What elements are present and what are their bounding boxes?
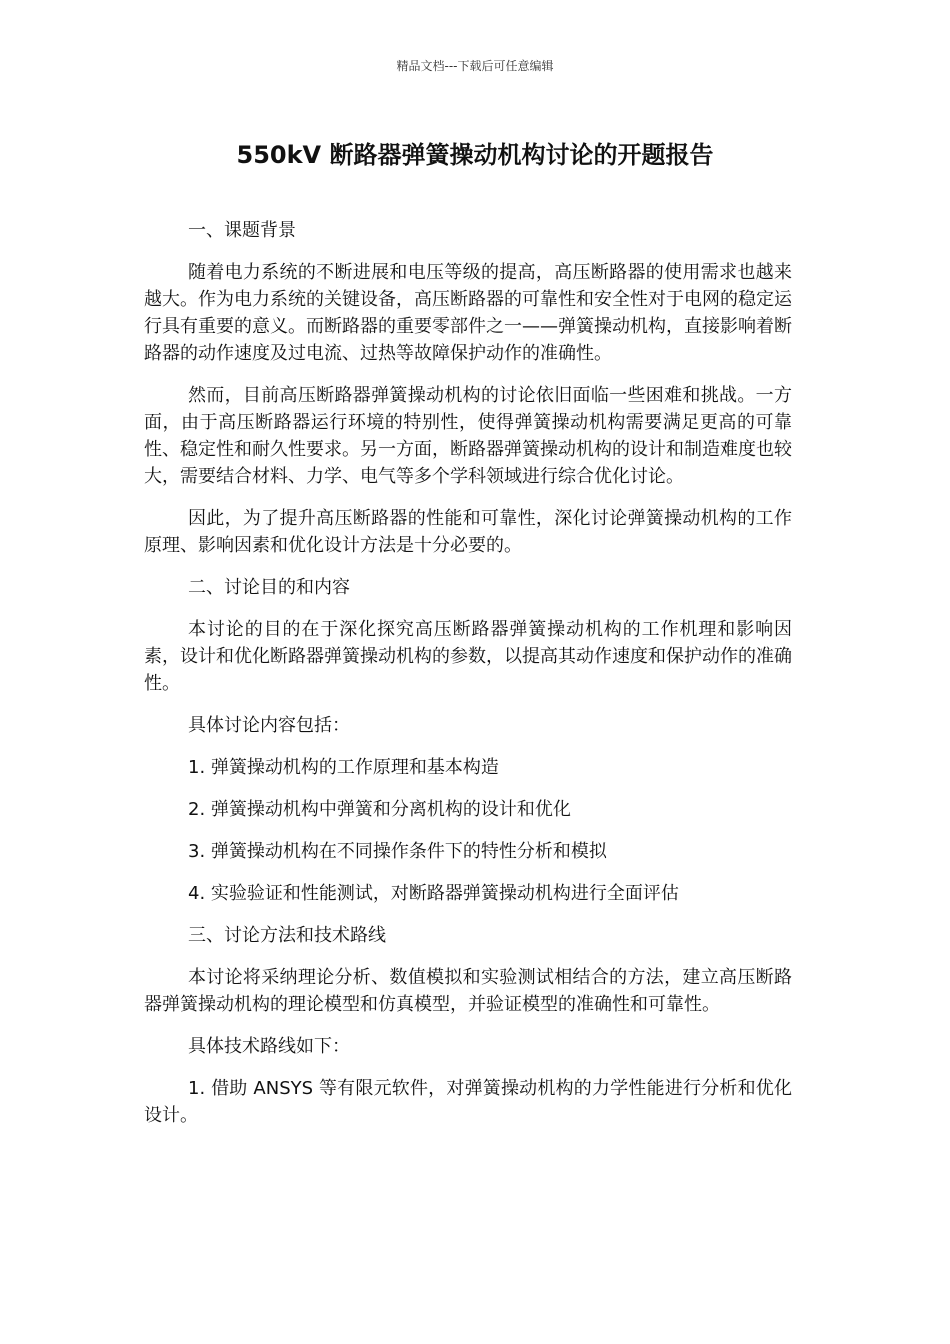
route-intro: 具体技术路线如下：	[188, 1036, 350, 1057]
document-title: 550kV 断路器弹簧操动机构讨论的开题报告	[236, 141, 714, 169]
page-header: 精品文档---下载后可任意编辑	[396, 59, 554, 73]
content-item-3: 3. 弹簧操动机构在不同操作条件下的特性分析和模拟	[188, 841, 607, 862]
content-item-2: 2. 弹簧操动机构中弹簧和分离机构的设计和优化	[188, 799, 571, 820]
content-item-1: 1. 弹簧操动机构的工作原理和基本构造	[188, 757, 499, 778]
section-heading-purpose: 二、讨论目的和内容	[188, 577, 350, 598]
content-intro: 具体讨论内容包括：	[188, 715, 350, 736]
paragraph-method: 本讨论将采纳理论分析、数值模拟和实验测试相结合的方法，建立高压断路器弹簧操动机构的理论模型和仿真模型，并验证模型的准确性和可靠性。	[144, 967, 792, 1015]
content-item-4: 4. 实验验证和性能测试，对断路器弹簧操动机构进行全面评估	[188, 883, 679, 904]
route-item-1: 1. 借助 ANSYS 等有限元软件，对弹簧操动机构的力学性能进行分析和优化设计。	[144, 1078, 792, 1126]
document-body	[144, 217, 792, 1144]
paragraph-purpose: 本讨论的目的在于深化探究高压断路器弹簧操动机构的工作机理和影响因素，设计和优化断路器弹簧操动机构的参数，以提高其动作速度和保护动作的准确性。	[144, 619, 792, 694]
section-heading-method: 三、讨论方法和技术路线	[188, 925, 386, 946]
paragraph-background-3: 因此，为了提升高压断路器的性能和可靠性，深化讨论弹簧操动机构的工作原理、影响因素和优化设计方法是十分必要的。	[144, 508, 792, 556]
paragraph-background-2: 然而，目前高压断路器弹簧操动机构的讨论依旧面临一些困难和挑战。一方面，由于高压断路器运行环境的特别性，使得弹簧操动机构需要满足更高的可靠性、稳定性和耐久性要求。另一方面，断路器弹簧操动机构的设计和制造难度也较大，需要结合材料、力学、电气等多个学科领域进行综合优化讨论。	[144, 385, 792, 487]
section-heading-background: 一、课题背景	[188, 220, 296, 241]
paragraph-background-1: 随着电力系统的不断进展和电压等级的提高，高压断路器的使用需求也越来越大。作为电力系统的关键设备，高压断路器的可靠性和安全性对于电网的稳定运行具有重要的意义。而断路器的重要零部件之一——弹簧操动机构，直接影响着断路器的动作速度及过电流、过热等故障保护动作的准确性。	[144, 262, 792, 364]
